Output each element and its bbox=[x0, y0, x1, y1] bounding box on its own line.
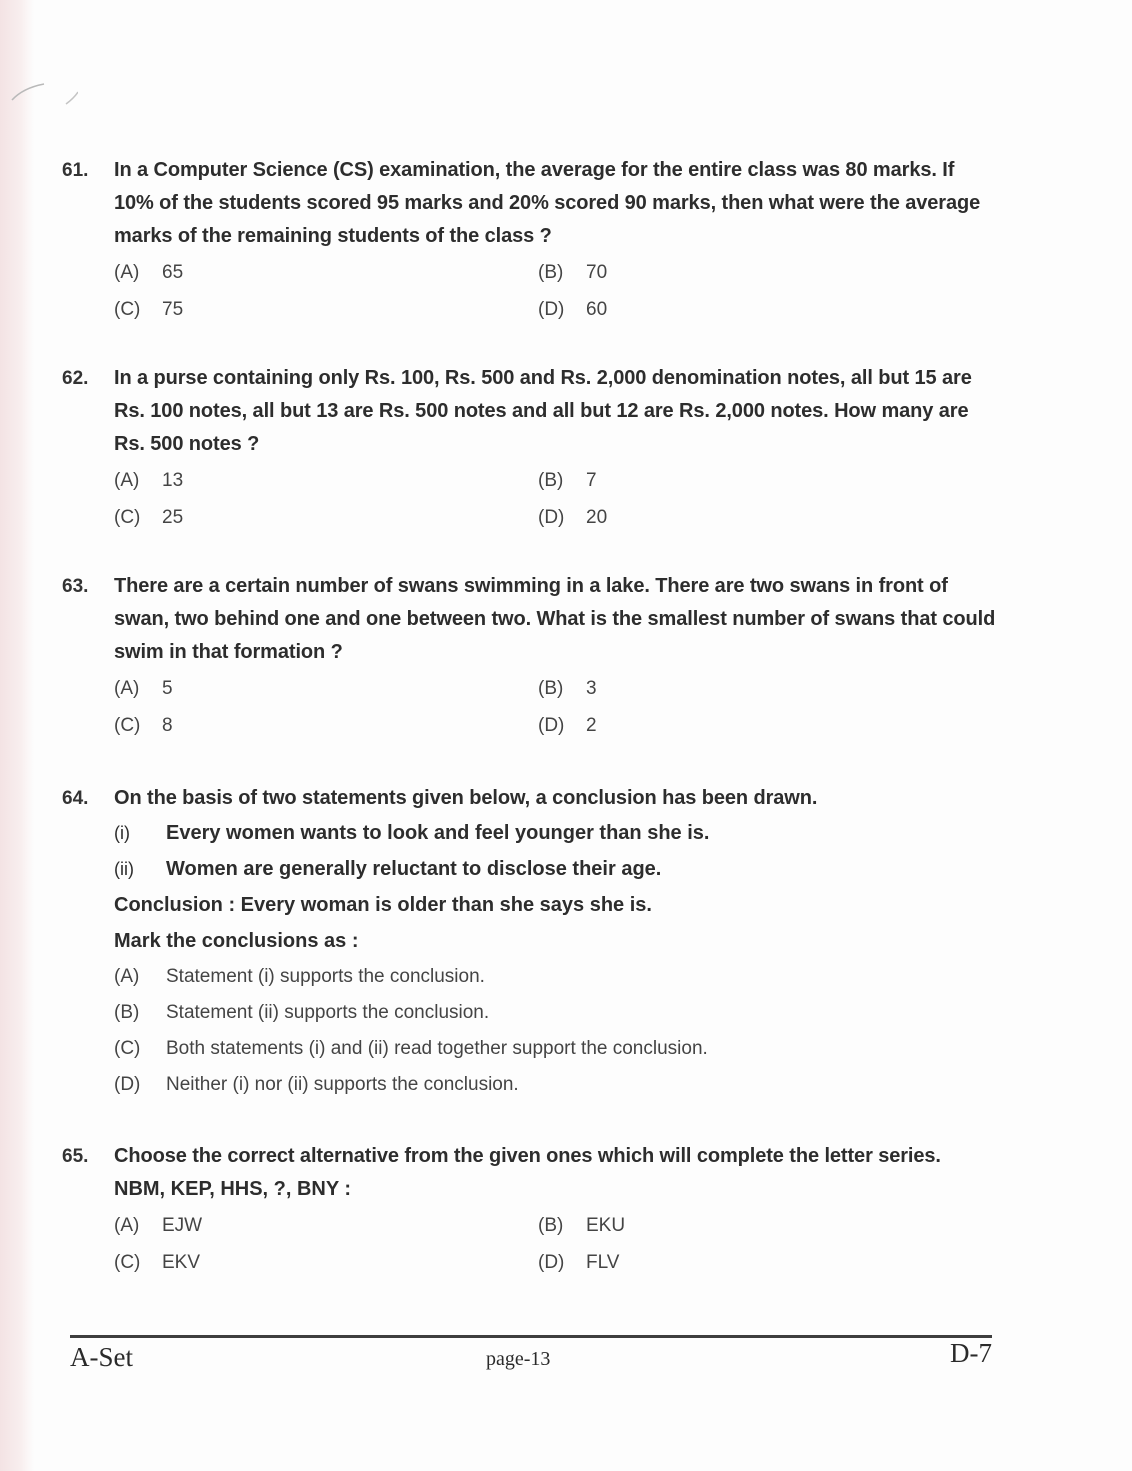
option-c: (C) EKV bbox=[114, 1252, 201, 1273]
conclusion: Conclusion : Every woman is older than she says she is. bbox=[114, 894, 652, 916]
options bbox=[114, 1209, 997, 1279]
page-footer bbox=[70, 1338, 992, 1382]
option-c: (C) 25 bbox=[114, 507, 184, 528]
option-b: (B) EKU bbox=[538, 1215, 626, 1236]
option-a: (A) 13 bbox=[114, 470, 184, 491]
options bbox=[114, 256, 997, 326]
pen-mark-icon bbox=[8, 78, 78, 108]
instruction: Mark the conclusions as : bbox=[114, 930, 359, 952]
option-b: (B) 70 bbox=[538, 262, 608, 283]
option-d: (D) FLV bbox=[538, 1252, 620, 1273]
question-number: 62. bbox=[62, 368, 89, 389]
question-number: 64. bbox=[62, 788, 89, 809]
question-62 bbox=[62, 362, 997, 534]
page-edge-shadow bbox=[0, 0, 34, 1471]
option-a: (A) EJW bbox=[114, 1215, 203, 1236]
question-text: There are a certain number of swans swimming in a lake. There are two swans in front of swan, two behind one and one between two. What is the smallest number of swans that could swim in that formation ? bbox=[114, 575, 996, 663]
question-61 bbox=[62, 154, 997, 326]
options bbox=[114, 959, 997, 1103]
footer-divider bbox=[70, 1335, 992, 1338]
options bbox=[114, 464, 997, 534]
set-label: A-Set bbox=[70, 1342, 133, 1372]
paper-code: D-7 bbox=[950, 1338, 992, 1368]
question-63 bbox=[62, 570, 997, 742]
statement-i: (i) Every women wants to look and feel younger than she is. bbox=[114, 822, 710, 844]
letter-series: NBM, KEP, HHS, ?, BNY : bbox=[114, 1178, 352, 1200]
question-64 bbox=[62, 782, 997, 1103]
option-a: (A) 65 bbox=[114, 262, 184, 283]
option-a: (A) 5 bbox=[114, 678, 173, 699]
option-b: (B) Statement (ii) supports the conclusion. bbox=[114, 1002, 490, 1023]
question-65 bbox=[62, 1140, 997, 1279]
option-d: (D) 20 bbox=[538, 507, 608, 528]
question-text: Choose the correct alternative from the given ones which will complete the letter series. bbox=[114, 1145, 941, 1167]
options bbox=[114, 672, 997, 742]
option-c: (C) Both statements (i) and (ii) read together support the conclusion. bbox=[114, 1038, 708, 1059]
question-text: In a purse containing only Rs. 100, Rs. 500 and Rs. 2,000 denomination notes, all but 15 are Rs. 100 notes, all but 13 are Rs. 500 notes and all but 12 are Rs. 2,000 notes. How many are Rs. 500 notes ? bbox=[114, 367, 972, 455]
option-d: (D) 60 bbox=[538, 299, 608, 320]
option-a: (A) Statement (i) supports the conclusion. bbox=[114, 966, 485, 987]
question-number: 63. bbox=[62, 576, 89, 597]
option-c: (C) 8 bbox=[114, 715, 173, 736]
option-c: (C) 75 bbox=[114, 299, 184, 320]
question-number: 61. bbox=[62, 160, 89, 181]
option-b: (B) 7 bbox=[538, 470, 597, 491]
option-d: (D) Neither (i) nor (ii) supports the conclusion. bbox=[114, 1074, 519, 1095]
question-number: 65. bbox=[62, 1146, 89, 1167]
statement-ii: (ii) Women are generally reluctant to disclose their age. bbox=[114, 858, 662, 880]
option-b: (B) 3 bbox=[538, 678, 597, 699]
option-d: (D) 2 bbox=[538, 715, 597, 736]
page-number: page-13 bbox=[486, 1348, 551, 1370]
question-text: In a Computer Science (CS) examination, the average for the entire class was 80 marks. If 10% of the students scored 95 marks and 20% scored 90 marks, then what were the average marks of the remaining students of the class ? bbox=[114, 159, 981, 247]
question-text: On the basis of two statements given below, a conclusion has been drawn. bbox=[114, 787, 818, 809]
